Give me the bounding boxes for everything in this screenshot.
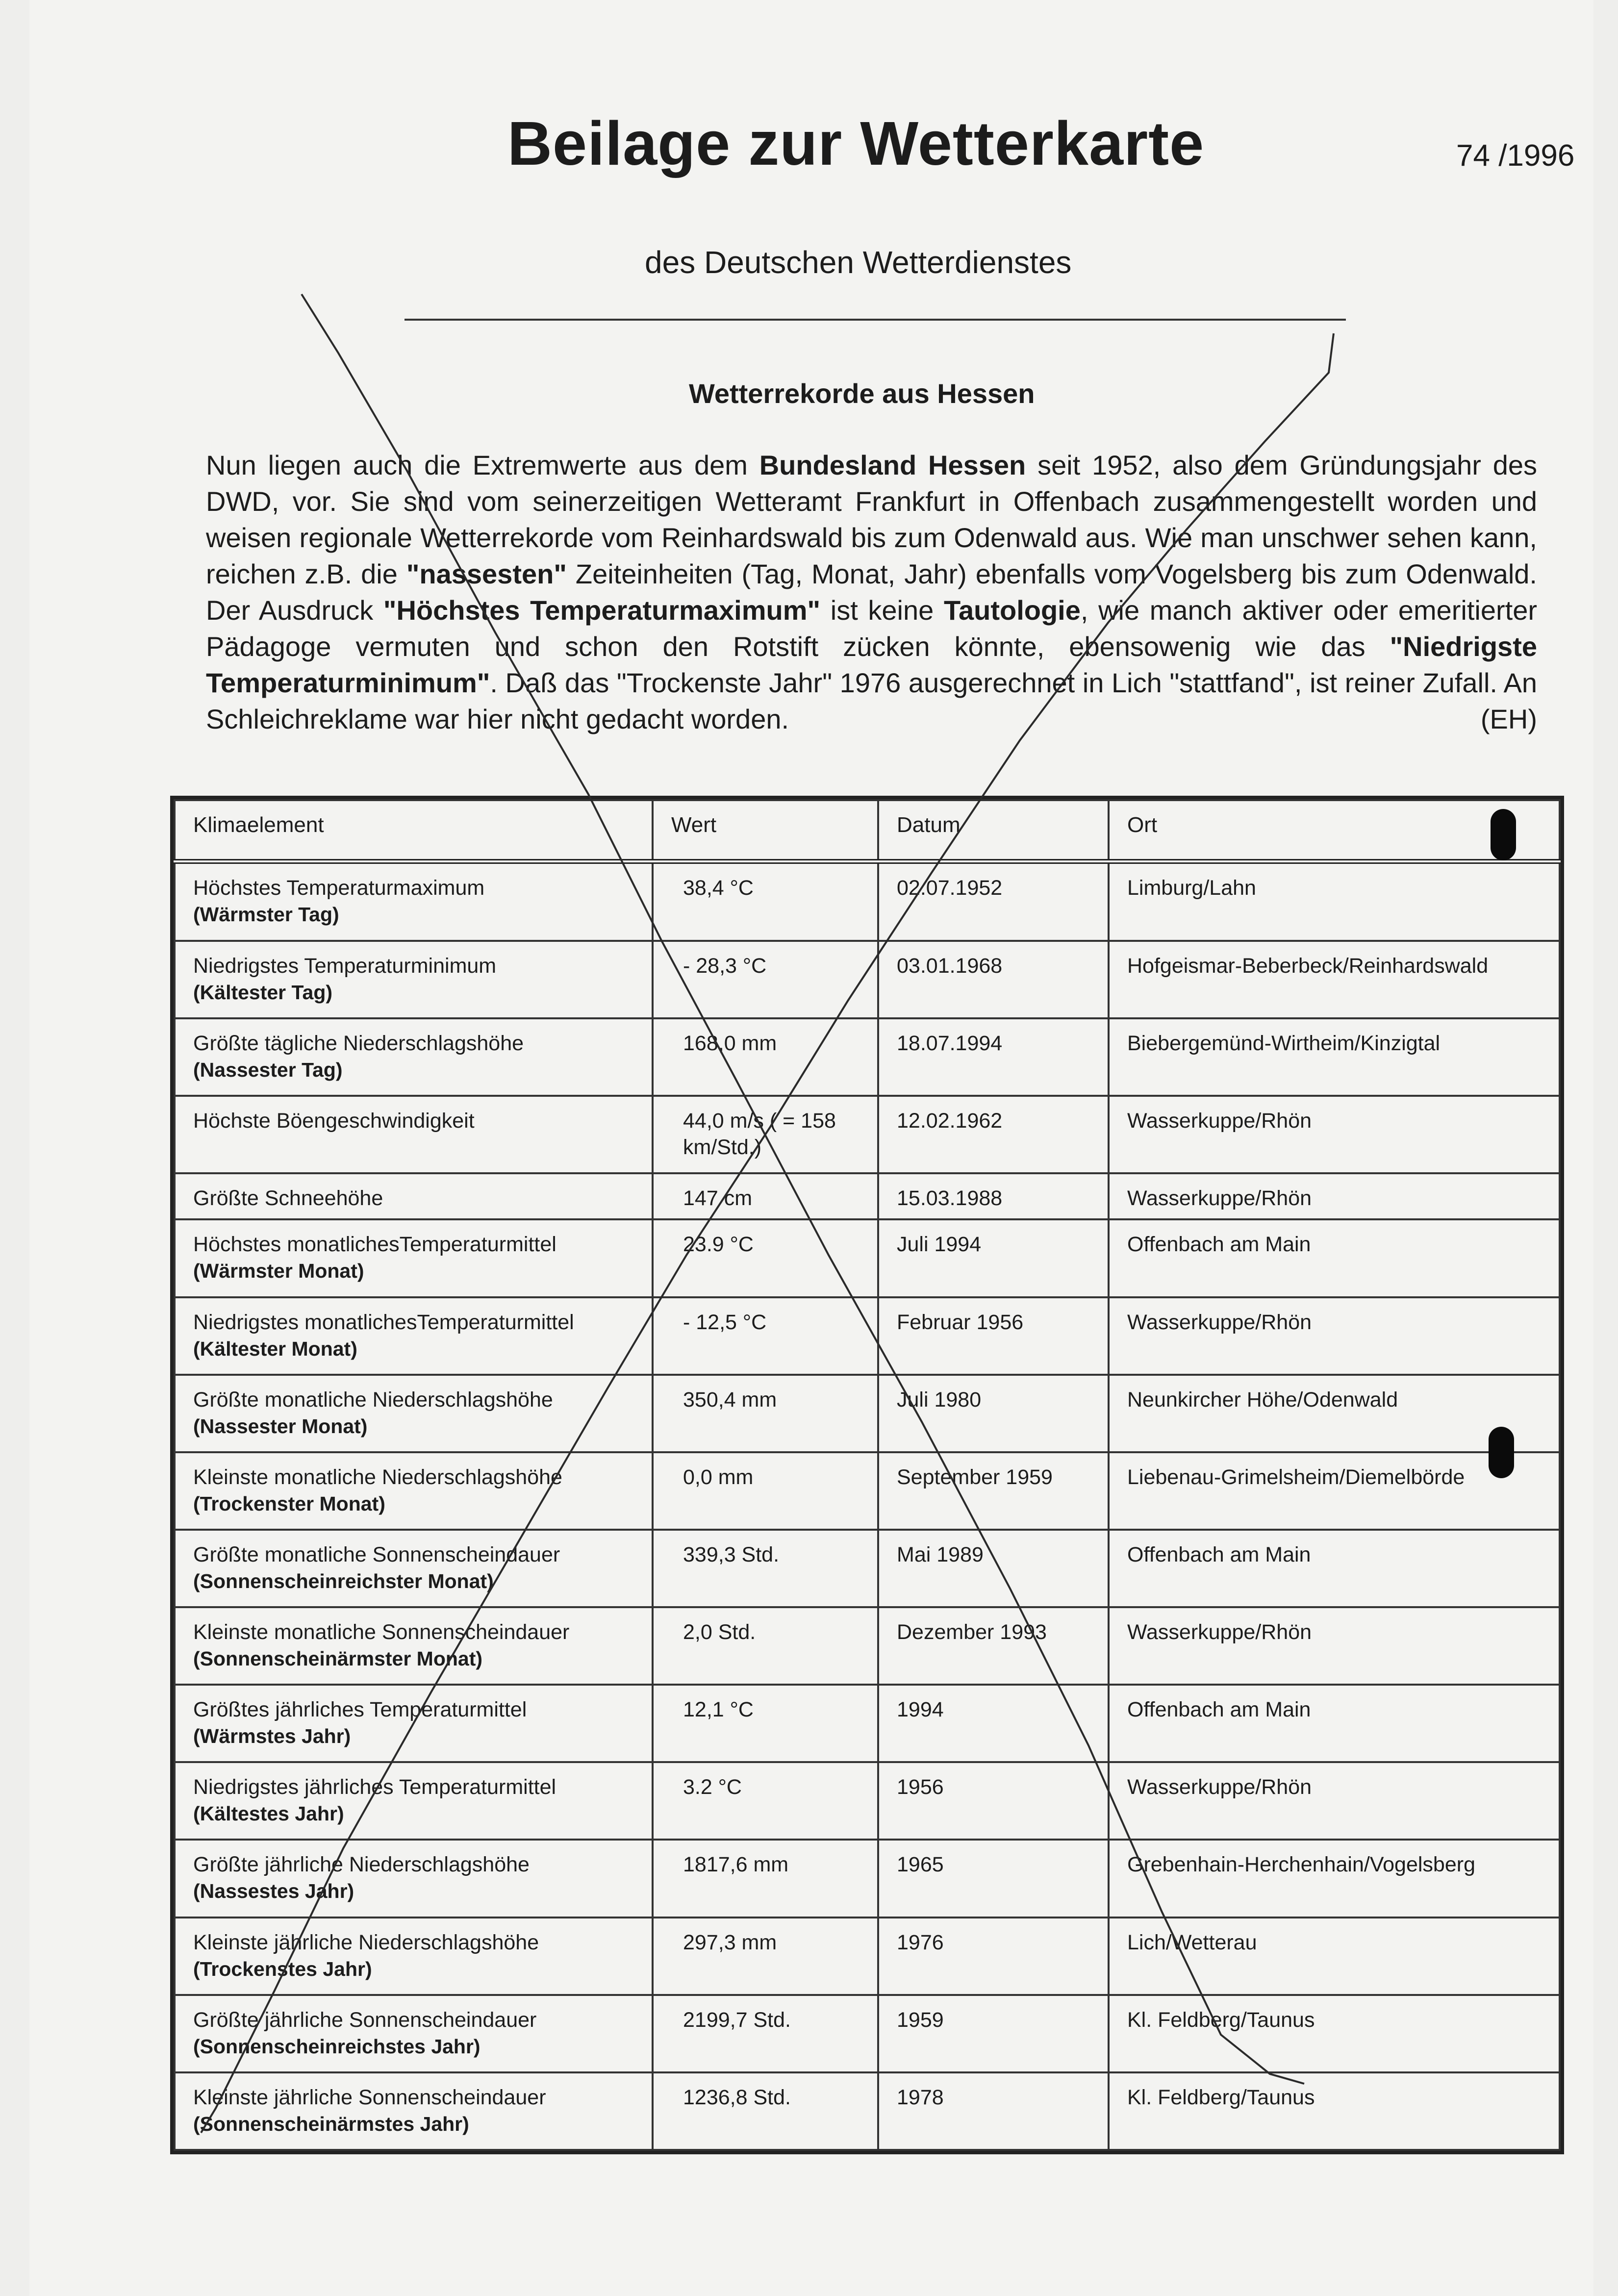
cell-element <box>175 1607 653 1685</box>
punch-hole <box>1489 1427 1514 1478</box>
element-label: Größte jährliche Niederschlagshöhe <box>193 1853 530 1877</box>
cell-date: 1976 <box>878 1918 1109 1995</box>
table-body <box>175 861 1560 2150</box>
cell-place: Limburg/Lahn <box>1109 861 1560 941</box>
table-row <box>175 1918 1560 1995</box>
cell-element <box>175 1685 653 1762</box>
document-page <box>29 0 1593 2296</box>
table-row <box>175 2072 1560 2150</box>
cell-place: Kl. Feldberg/Taunus <box>1109 1995 1560 2072</box>
cell-date: Juli 1980 <box>878 1375 1109 1452</box>
table-row <box>175 1297 1560 1375</box>
table-row <box>175 1530 1560 1607</box>
article-text: Zeiteinheiten (Tag, Monat, Jahr) ebenfalls vom Vogelsberg bis zum Odenwald. Der Ausdruck <box>206 558 1537 626</box>
element-sublabel: (Sonnenscheinärmster Monat) <box>193 1647 483 1670</box>
element-label: Größtes jährliches Temperaturmittel <box>193 1698 527 1722</box>
cell-value: 350,4 mm <box>653 1375 878 1452</box>
cell-value: 38,4 °C <box>653 861 878 941</box>
cell-date: Juli 1994 <box>878 1219 1109 1297</box>
table-row <box>175 1219 1560 1297</box>
element-sublabel: (Kältester Monat) <box>193 1337 357 1360</box>
element-sublabel: (Wärmster Monat) <box>193 1260 364 1283</box>
element-sublabel: (Kältester Tag) <box>193 981 333 1004</box>
cell-value: 147 cm <box>653 1173 878 1219</box>
cell-value: 2199,7 Std. <box>653 1995 878 2072</box>
cell-element <box>175 941 653 1018</box>
cell-place: Wasserkuppe/Rhön <box>1109 1762 1560 1840</box>
cell-element <box>175 1995 653 2072</box>
table-row <box>175 1018 1560 1096</box>
column-header-element: Klimaelement <box>175 800 653 861</box>
element-sublabel: (Nassester Tag) <box>193 1058 343 1081</box>
element-sublabel: (Kältestes Jahr) <box>193 1802 344 1825</box>
cell-date: 12.02.1962 <box>878 1096 1109 1173</box>
cell-place: Liebenau-Grimelsheim/Diemelbörde <box>1109 1452 1560 1530</box>
document-title: Beilage zur Wetterkarte <box>507 109 1205 178</box>
cell-value: 0,0 mm <box>653 1452 878 1530</box>
issue-number: 74 /1996 <box>1456 139 1575 173</box>
cell-element <box>175 1297 653 1375</box>
cell-place: Offenbach am Main <box>1109 1685 1560 1762</box>
table-row <box>175 1607 1560 1685</box>
element-label: Kleinste jährliche Sonnenscheindauer <box>193 2085 546 2109</box>
column-header-place: Ort <box>1109 800 1560 861</box>
element-label: Kleinste monatliche Sonnenscheindauer <box>193 1620 570 1644</box>
cell-date: 1959 <box>878 1995 1109 2072</box>
element-label: Größte jährliche Sonnenscheindauer <box>193 2008 537 2032</box>
cell-element <box>175 1530 653 1607</box>
cell-element <box>175 1018 653 1096</box>
column-header-value: Wert <box>653 800 878 861</box>
cell-element <box>175 1452 653 1530</box>
cell-element <box>175 1918 653 1995</box>
cell-date: 18.07.1994 <box>878 1018 1109 1096</box>
element-sublabel: (Nassester Monat) <box>193 1414 368 1438</box>
cell-element <box>175 1375 653 1452</box>
element-sublabel: (Wärmster Tag) <box>193 903 339 926</box>
table-row <box>175 1762 1560 1840</box>
cell-date: 03.01.1968 <box>878 941 1109 1018</box>
cell-date: September 1959 <box>878 1452 1109 1530</box>
element-label: Größte monatliche Niederschlagshöhe <box>193 1388 553 1412</box>
cell-date: 1965 <box>878 1840 1109 1917</box>
table-row <box>175 941 1560 1018</box>
cell-date: Februar 1956 <box>878 1297 1109 1375</box>
cell-element <box>175 1840 653 1917</box>
article-text: seit 1952, also dem Gründungsjahr des DWD, vor. Sie sind vom seinerzeitigen Wetteramt Frankfurt in Offenbach zusammengestellt worden und weisen regionale Wetterrekorde vom Reinhardswald bis zum Odenwald aus. Wie man unschwer sehen kann, reichen z.B. die <box>206 450 1537 589</box>
cell-date: 1978 <box>878 2072 1109 2150</box>
cell-place: Offenbach am Main <box>1109 1530 1560 1607</box>
element-label: Niedrigstes monatlichesTemperaturmittel <box>193 1310 574 1334</box>
article-emphasis: "Höchstes Temperaturmaximum" <box>383 595 821 626</box>
article-text: , wie manch aktiver oder emeritierter Pädagoge vermuten und schon den Rotstift zücken könnte, ebensowenig wie das <box>206 595 1537 662</box>
article-emphasis: "nassesten" <box>406 558 567 589</box>
element-label: Kleinste monatliche Niederschlagshöhe <box>193 1465 562 1489</box>
element-label: Größte monatliche Sonnenscheindauer <box>193 1542 560 1566</box>
cell-value: 2,0 Std. <box>653 1607 878 1685</box>
cell-element <box>175 1762 653 1840</box>
element-label: Kleinste jährliche Niederschlagshöhe <box>193 1930 539 1954</box>
table-row <box>175 1995 1560 2072</box>
cell-place: Hofgeismar-Beberbeck/Reinhardswald <box>1109 941 1560 1018</box>
table-header-row <box>175 800 1560 861</box>
article-emphasis: Bundesland Hessen <box>759 450 1026 480</box>
cell-place: Offenbach am Main <box>1109 1219 1560 1297</box>
cell-place: Wasserkuppe/Rhön <box>1109 1096 1560 1173</box>
article-emphasis: Tautologie <box>943 595 1081 626</box>
cell-value: 1817,6 mm <box>653 1840 878 1917</box>
weather-records-table <box>174 799 1561 2151</box>
cell-value: 1236,8 Std. <box>653 2072 878 2150</box>
article-text: Nun liegen auch die Extremwerte aus dem <box>206 450 759 480</box>
cell-date: Dezember 1993 <box>878 1607 1109 1685</box>
cell-date: 1956 <box>878 1762 1109 1840</box>
cell-value: 3.2 °C <box>653 1762 878 1840</box>
article-emphasis: "Niedrigste Temperaturminimum" <box>206 631 1537 698</box>
cell-value: 44,0 m/s ( = 158 km/Std.) <box>653 1096 878 1173</box>
table-row <box>175 1685 1560 1762</box>
cell-place: Wasserkuppe/Rhön <box>1109 1173 1560 1219</box>
article-heading: Wetterrekorde aus Hessen <box>689 378 1035 409</box>
header-divider <box>404 319 1346 321</box>
cell-value: - 12,5 °C <box>653 1297 878 1375</box>
document-subtitle: des Deutschen Wetterdienstes <box>645 245 1072 280</box>
cell-place: Biebergemünd-Wirtheim/Kinzigtal <box>1109 1018 1560 1096</box>
cell-date: 15.03.1988 <box>878 1173 1109 1219</box>
cell-element <box>175 1219 653 1297</box>
punch-hole <box>1491 809 1516 860</box>
element-sublabel: (Nassestes Jahr) <box>193 1880 354 1903</box>
cell-value: 23.9 °C <box>653 1219 878 1297</box>
table-row <box>175 1375 1560 1452</box>
cell-element <box>175 861 653 941</box>
cell-value: 168,0 mm <box>653 1018 878 1096</box>
element-label: Höchste Böengeschwindigkeit <box>193 1109 475 1133</box>
cell-place: Kl. Feldberg/Taunus <box>1109 2072 1560 2150</box>
element-sublabel: (Trockenster Monat) <box>193 1492 385 1515</box>
table-row <box>175 1173 1560 1219</box>
table-row <box>175 1840 1560 1917</box>
table-row <box>175 861 1560 941</box>
cell-place: Wasserkuppe/Rhön <box>1109 1607 1560 1685</box>
cell-element <box>175 1173 653 1219</box>
cell-date: 1994 <box>878 1685 1109 1762</box>
records-table-frame <box>170 796 1564 2154</box>
cell-place: Wasserkuppe/Rhön <box>1109 1297 1560 1375</box>
cell-value: 12,1 °C <box>653 1685 878 1762</box>
element-label: Höchstes Temperaturmaximum <box>193 876 485 900</box>
article-text: ist keine <box>820 595 944 626</box>
cell-value: - 28,3 °C <box>653 941 878 1018</box>
element-sublabel: (Sonnenscheinreichster Monat) <box>193 1569 494 1592</box>
element-label: Niedrigstes jährliches Temperaturmittel <box>193 1775 556 1799</box>
cell-value: 339,3 Std. <box>653 1530 878 1607</box>
table-row <box>175 1452 1560 1530</box>
cell-date: 02.07.1952 <box>878 861 1109 941</box>
element-sublabel: (Wärmstes Jahr) <box>193 1725 351 1748</box>
cell-value: 297,3 mm <box>653 1918 878 1995</box>
element-sublabel: (Sonnenscheinreichstes Jahr) <box>193 2035 480 2058</box>
column-header-date: Datum <box>878 800 1109 861</box>
cell-element <box>175 2072 653 2150</box>
cell-place: Neunkircher Höhe/Odenwald <box>1109 1375 1560 1452</box>
element-sublabel: (Sonnenscheinärmstes Jahr) <box>193 2112 469 2135</box>
element-label: Höchstes monatlichesTemperaturmittel <box>193 1233 556 1257</box>
article-text: . Daß das "Trockenste Jahr" 1976 ausgerechnet in Lich "stattfand", ist reiner Zufall. An Schleichreklame war hier nicht gedacht worden. <box>206 667 1537 734</box>
element-sublabel: (Trockenstes Jahr) <box>193 1957 372 1980</box>
cell-element <box>175 1096 653 1173</box>
element-label: Niedrigstes Temperaturminimum <box>193 954 497 978</box>
table-row <box>175 1096 1560 1173</box>
cell-place: Lich/Wetterau <box>1109 1918 1560 1995</box>
cell-date: Mai 1989 <box>878 1530 1109 1607</box>
element-label: Größte tägliche Niederschlagshöhe <box>193 1031 524 1055</box>
cell-place: Grebenhain-Herchenhain/Vogelsberg <box>1109 1840 1560 1917</box>
author-initials: (EH) <box>1480 704 1537 734</box>
element-label: Größte Schneehöhe <box>193 1186 383 1211</box>
article-paragraph <box>206 447 1537 737</box>
